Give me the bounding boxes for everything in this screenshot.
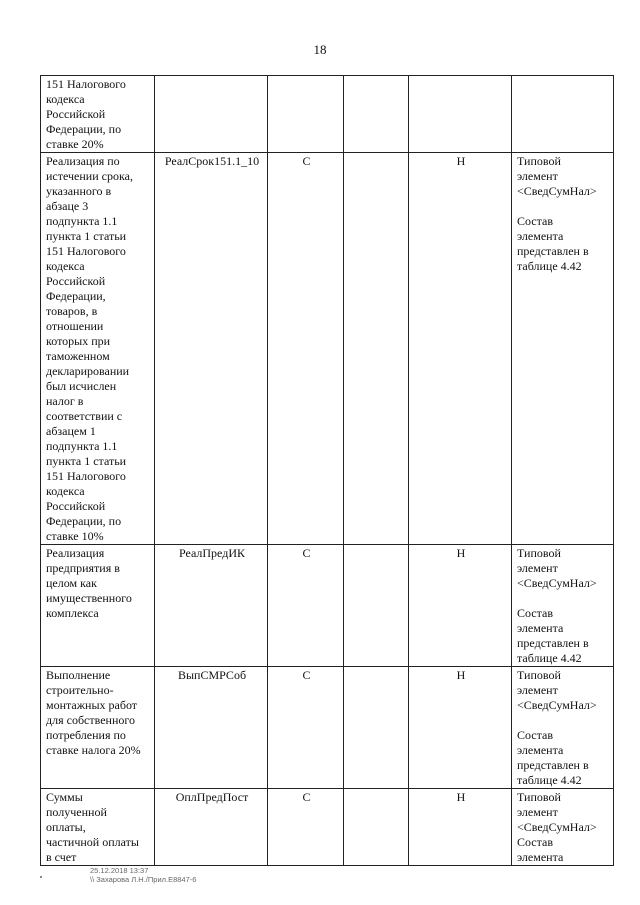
table-row [41, 789, 614, 866]
element-required-cell: Н [409, 789, 512, 866]
footer-date: 25.12.2018 13:37 [90, 866, 149, 875]
element-required-cell: Н [409, 667, 512, 789]
page-number: 18 [313, 42, 327, 57]
element-name-cell: Реализация по истечении срока, указанного в абзаце 3 подпункта 1.1 пункта 1 статьи 151 Налогового кодекса Российской Федерации, товаров, в отношении которых при таможенном декларировании был исчислен налог в соответствии с абзацем 1 подпункта 1.1 пункта 1 статьи 151 Налогового кодекса Российской Федерации, по ставке 10% [41, 153, 155, 545]
element-code-cell: ОплПредПост [155, 789, 268, 866]
element-required-cell: Н [409, 153, 512, 545]
element-format-cell [344, 76, 409, 153]
element-extra-cell: Типовой элемент <СведСумНал> Состав элемента представлен в таблице 4.42 [512, 153, 614, 545]
element-extra-cell: Типовой элемент <СведСумНал> Состав элемента представлен в таблице 4.42 [512, 667, 614, 789]
element-extra-cell: Типовой элемент <СведСумНал> Состав элемента [512, 789, 614, 866]
element-table [40, 75, 614, 866]
element-code-cell: РеалПредИК [155, 545, 268, 667]
element-format-cell [344, 545, 409, 667]
footer-author: \\ Захарова Л.Н./Прил.Е8847-6 [90, 875, 197, 884]
element-type-cell: С [268, 545, 344, 667]
element-format-cell [344, 789, 409, 866]
footer-stamp [90, 866, 196, 884]
table-row [41, 153, 614, 545]
table-row [41, 545, 614, 667]
element-code-cell [155, 76, 268, 153]
scan-mark [40, 876, 42, 878]
element-code-cell: ВыпСМРСоб [155, 667, 268, 789]
element-extra-cell [512, 76, 614, 153]
element-required-cell [409, 76, 512, 153]
element-code-cell: РеалСрок151.1_10 [155, 153, 268, 545]
element-required-cell: Н [409, 545, 512, 667]
element-format-cell [344, 153, 409, 545]
element-name-cell: Реализация предприятия в целом как имущественного комплекса [41, 545, 155, 667]
element-type-cell [268, 76, 344, 153]
element-name-cell: 151 Налогового кодекса Российской Федерации, по ставке 20% [41, 76, 155, 153]
element-type-cell: С [268, 153, 344, 545]
element-name-cell: Выполнение строительно- монтажных работ для собственного потребления по ставке налога 20% [41, 667, 155, 789]
element-type-cell: С [268, 667, 344, 789]
element-type-cell: С [268, 789, 344, 866]
table-row [41, 76, 614, 153]
element-extra-cell: Типовой элемент <СведСумНал> Состав элемента представлен в таблице 4.42 [512, 545, 614, 667]
element-name-cell: Суммы полученной оплаты, частичной оплаты в счет [41, 789, 155, 866]
table-row [41, 667, 614, 789]
element-format-cell [344, 667, 409, 789]
